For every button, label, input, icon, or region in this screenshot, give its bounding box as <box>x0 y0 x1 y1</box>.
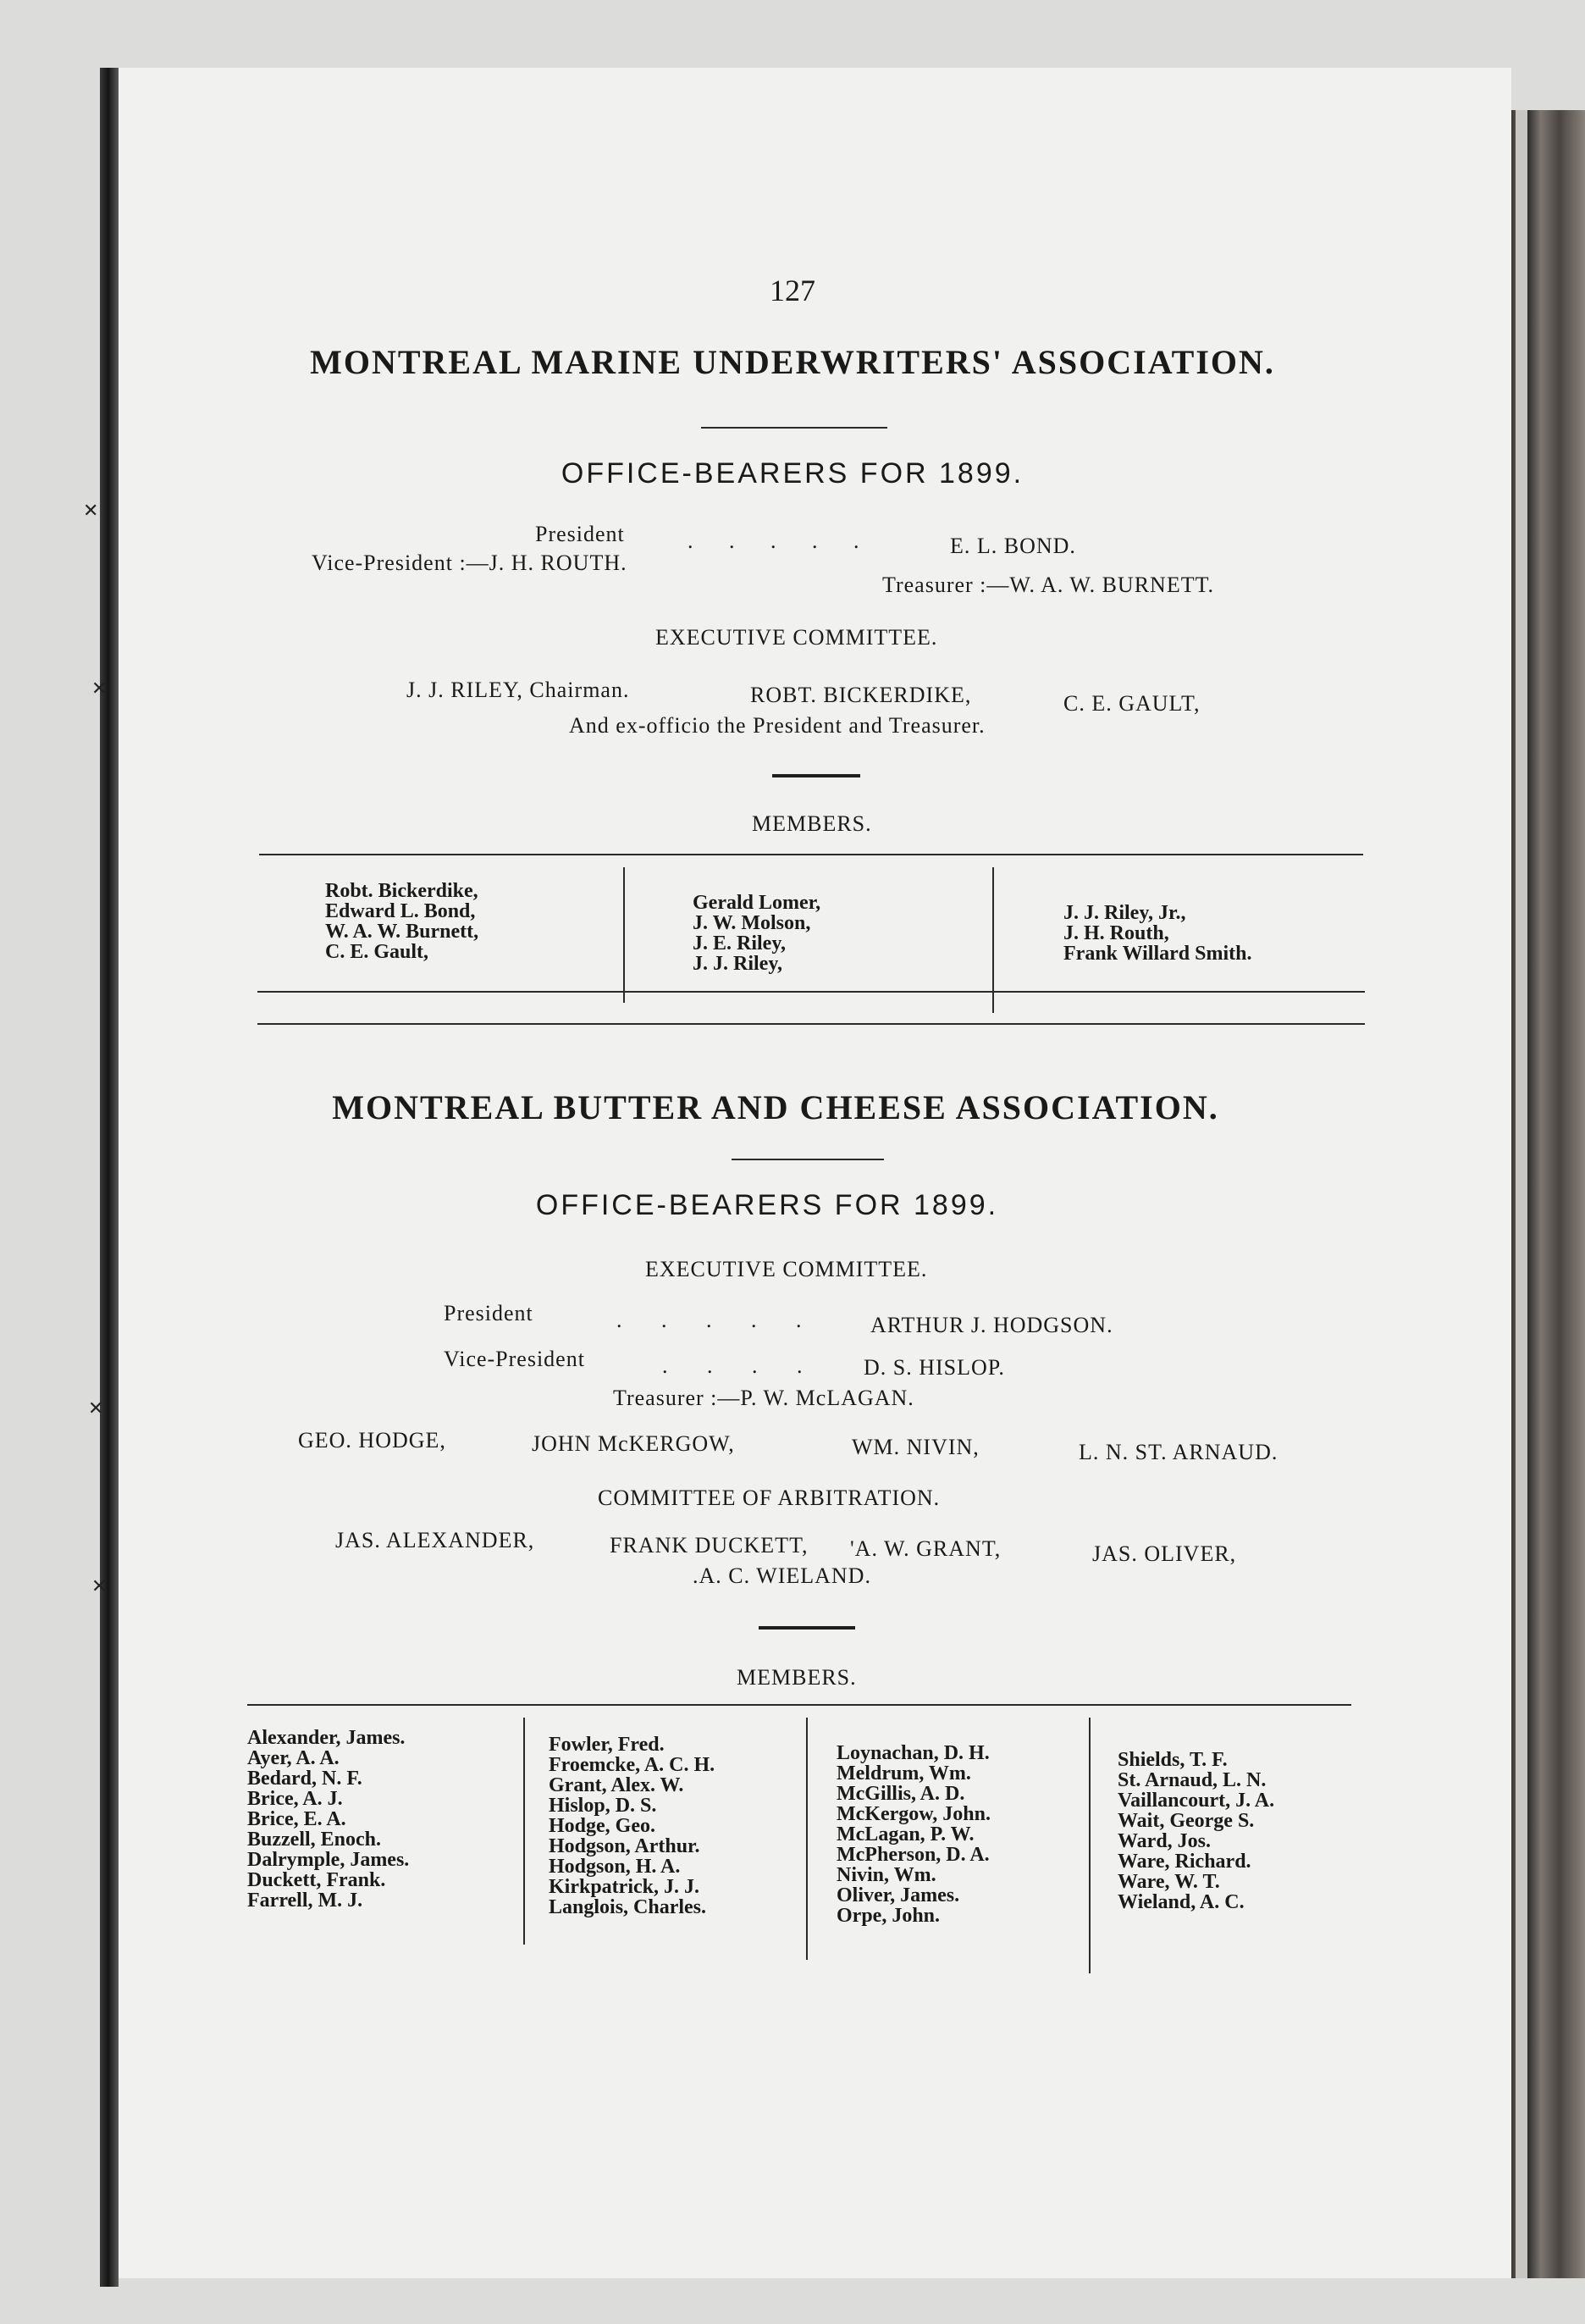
section-divider <box>772 774 860 777</box>
members-column-1 <box>325 881 478 962</box>
member-name: McLagan, P. W. <box>837 1823 975 1845</box>
member-name: Loynachan, D. H. <box>837 1742 990 1764</box>
member-name: Froemcke, A. C. H. <box>549 1754 715 1776</box>
binding-thread-mark: ✕ <box>83 500 99 521</box>
marine-subtitle: OFFICE-BEARERS FOR 1899. <box>561 457 1024 490</box>
member-name: Alexander, James. <box>247 1727 406 1749</box>
title-rule <box>701 427 887 429</box>
member-name: Ware, W. T. <box>1118 1871 1220 1893</box>
members-bottom-rule <box>257 991 1365 993</box>
vice-president-name: D. S. HISLOP. <box>864 1355 1005 1380</box>
arbitration-member: 'A. W. GRANT, <box>850 1536 1002 1561</box>
vice-president: Vice-President :—J. H. ROUTH. <box>312 551 627 575</box>
president-dots: . . . . . <box>616 1308 819 1332</box>
member-name: McGillis, A. D. <box>837 1783 965 1805</box>
president-label: President <box>444 1301 533 1325</box>
binding-thread-mark: ✕ <box>91 1575 108 1596</box>
member-name: Bedard, N. F. <box>247 1768 362 1790</box>
member-name: Dalrymple, James. <box>247 1849 410 1871</box>
member-name: Buzzell, Enoch. <box>247 1829 382 1851</box>
butter-title: MONTREAL BUTTER AND CHEESE ASSOCIATION. <box>332 1088 1219 1126</box>
vice-president-label: Vice-President <box>444 1347 585 1371</box>
member-name: Grant, Alex. W. <box>549 1774 684 1796</box>
committee-member: WM. NIVIN, <box>852 1435 980 1459</box>
member-name: Nivin, Wm. <box>837 1864 936 1886</box>
treasurer: Treasurer :—W. A. W. BURNETT. <box>882 573 1215 597</box>
vice-president-dots: . . . . <box>662 1353 820 1378</box>
member-name: Kirkpatrick, J. J. <box>549 1876 699 1898</box>
member-name: Farrell, M. J. <box>247 1890 363 1912</box>
members-heading: MEMBERS. <box>737 1665 857 1690</box>
executive-chairman: J. J. RILEY, Chairman. <box>406 678 630 702</box>
member-name: McKergow, John. <box>837 1803 991 1825</box>
arbitration-member: JAS. ALEXANDER, <box>335 1528 535 1552</box>
member-name: Duckett, Frank. <box>247 1869 386 1891</box>
member-name: Wait, George S. <box>1118 1810 1255 1832</box>
member-name: Frank Willard Smith. <box>1063 943 1252 965</box>
member-name: C. E. Gault, <box>325 941 429 963</box>
members-column-4 <box>1118 1750 1274 1912</box>
president-label: President <box>535 522 625 546</box>
treasurer: Treasurer :—P. W. McLAGAN. <box>613 1386 914 1410</box>
arbitration-heading: COMMITTEE OF ARBITRATION. <box>598 1486 941 1510</box>
column-rule <box>523 1718 525 1945</box>
column-rule <box>1089 1718 1091 1973</box>
member-name: Hislop, D. S. <box>549 1795 657 1817</box>
member-name: J. J. Riley, <box>693 953 782 975</box>
member-name: Orpe, John. <box>837 1905 941 1927</box>
executive-ex-officio: And ex-officio the President and Treasurer. <box>569 713 986 738</box>
member-name: McPherson, D. A. <box>837 1844 990 1866</box>
book-binding <box>100 68 119 2287</box>
butter-subtitle: OFFICE-BEARERS FOR 1899. <box>535 1189 999 1221</box>
column-rule <box>623 867 625 1003</box>
member-name: Ward, Jos. <box>1118 1830 1212 1852</box>
member-name: Shields, T. F. <box>1118 1749 1228 1771</box>
marine-title: MONTREAL MARINE UNDERWRITERS' ASSOCIATION. <box>310 343 1275 381</box>
arbitration-member: JAS. OLIVER, <box>1092 1541 1237 1566</box>
member-name: J. W. Molson, <box>693 912 811 934</box>
member-name: J. J. Riley, Jr., <box>1063 902 1186 924</box>
member-name: Edward L. Bond, <box>325 900 476 922</box>
member-name: Oliver, James. <box>837 1884 960 1906</box>
binding-thread-mark: ✕ <box>88 1397 104 1419</box>
members-heading: MEMBERS. <box>752 811 872 836</box>
member-name: Hodgson, H. A. <box>549 1856 681 1878</box>
title-rule <box>732 1159 884 1160</box>
arbitration-member: FRANK DUCKETT, <box>610 1533 809 1558</box>
members-column-3 <box>1063 903 1252 964</box>
member-name: Brice, A. J. <box>247 1788 343 1810</box>
section-divider <box>759 1626 855 1630</box>
member-name: Ayer, A. A. <box>247 1747 340 1769</box>
members-column-1 <box>247 1728 409 1911</box>
arbitration-member: .A. C. WIELAND. <box>693 1563 871 1588</box>
member-name: Hodgson, Arthur. <box>549 1835 700 1857</box>
member-name: Wieland, A. C. <box>1118 1891 1245 1913</box>
member-name: Ware, Richard. <box>1118 1851 1251 1873</box>
member-name: Langlois, Charles. <box>549 1896 707 1918</box>
member-name: J. E. Riley, <box>693 932 787 955</box>
binding-thread-mark: ✕ <box>91 678 108 699</box>
executive-heading: EXECUTIVE COMMITTEE. <box>655 625 938 650</box>
member-name: Hodge, Geo. <box>549 1815 655 1837</box>
committee-member: JOHN McKERGOW, <box>532 1431 735 1456</box>
member-name: Fowler, Fred. <box>549 1734 665 1756</box>
members-top-rule <box>247 1704 1351 1706</box>
executive-member: C. E. GAULT, <box>1063 691 1201 716</box>
executive-member: ROBT. BICKERDIKE, <box>750 683 972 707</box>
members-column-3 <box>837 1743 991 1926</box>
member-name: W. A. W. Burnett, <box>325 921 479 943</box>
member-name: Gerald Lomer, <box>693 892 821 914</box>
book-page <box>106 68 1511 2278</box>
president-dots: . . . . . <box>688 528 875 553</box>
president-name: ARTHUR J. HODGSON. <box>870 1313 1113 1337</box>
members-top-rule <box>259 854 1363 855</box>
member-name: St. Arnaud, L. N. <box>1118 1769 1267 1791</box>
section-end-rule <box>257 1023 1365 1025</box>
executive-heading: EXECUTIVE COMMITTEE. <box>645 1257 928 1281</box>
committee-member: L. N. ST. ARNAUD. <box>1079 1440 1278 1464</box>
member-name: Brice, E. A. <box>247 1808 346 1830</box>
page-number: 127 <box>770 274 815 307</box>
member-name: Robt. Bickerdike, <box>325 880 478 902</box>
member-name: Meldrum, Wm. <box>837 1762 971 1784</box>
member-name: Vaillancourt, J. A. <box>1118 1790 1275 1812</box>
president-name: E. L. BOND. <box>950 534 1076 558</box>
members-column-2 <box>693 893 820 974</box>
column-rule <box>806 1718 808 1960</box>
committee-member: GEO. HODGE, <box>298 1428 446 1452</box>
member-name: J. H. Routh, <box>1063 922 1169 944</box>
members-column-2 <box>549 1735 715 1917</box>
